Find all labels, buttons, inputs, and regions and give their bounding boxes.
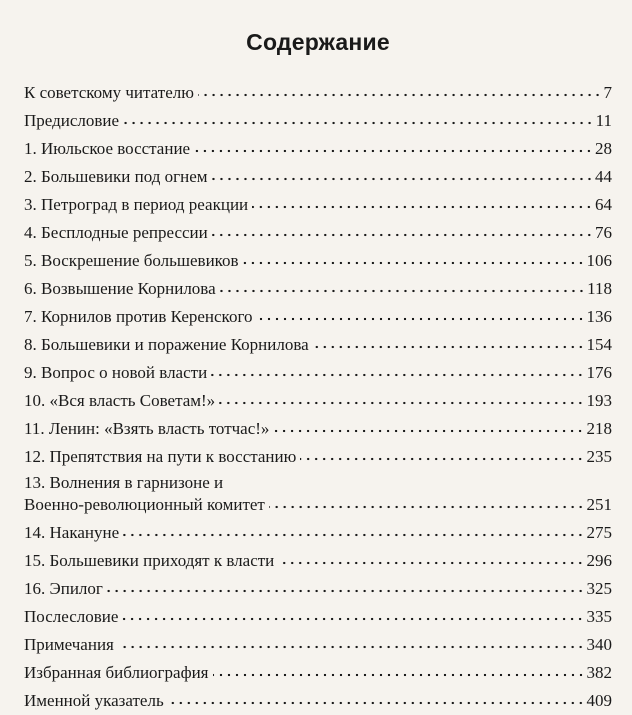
toc-page-number: 296 — [586, 551, 612, 571]
toc-entry — [24, 550, 612, 572]
toc-page-number: 382 — [586, 663, 612, 683]
toc-page-number: 409 — [586, 691, 612, 711]
toc-page-number: 44 — [595, 167, 612, 187]
toc-entry-title — [24, 390, 215, 412]
dot-leader — [252, 202, 593, 212]
toc-entry-title-line: 4. Бесплодные репрессии — [24, 223, 208, 243]
toc-page-number: 106 — [586, 251, 612, 271]
toc-entry — [24, 662, 612, 684]
toc-entry-title-line: 14. Накануне — [24, 523, 120, 543]
dot-leader — [122, 614, 584, 624]
toc-page-number: 136 — [586, 307, 612, 327]
toc-entry-title — [24, 522, 119, 544]
toc-entry — [24, 194, 612, 216]
toc-entry-title-line: 1. Июльское восстание — [24, 139, 191, 159]
toc-entry-title — [24, 222, 208, 244]
toc-entry-title-line: 9. Вопрос о новой власти — [24, 363, 208, 383]
toc-entry — [24, 110, 612, 132]
toc-entry — [24, 82, 612, 104]
toc-entry — [24, 278, 612, 300]
toc-page-number: 275 — [586, 523, 612, 543]
book-page — [0, 15, 632, 715]
toc-entry-title-line: Именной указатель — [24, 691, 164, 711]
toc-entry-title-line: Военно-революционный комитет — [24, 495, 265, 515]
toc-entry — [24, 634, 612, 656]
toc-page-number: 7 — [603, 83, 612, 103]
toc-entry-title-line: Примечания — [24, 635, 114, 655]
toc-entry-title — [24, 446, 296, 468]
toc-entry-title-line: 2. Большевики под огнем — [24, 167, 208, 187]
toc-entry — [24, 472, 612, 516]
toc-entry — [24, 306, 612, 328]
toc-entry — [24, 418, 612, 440]
toc-entry-title-line: 16. Эпилог — [24, 579, 103, 599]
toc-entry-title — [24, 606, 118, 628]
dot-leader — [269, 502, 585, 512]
toc-entry — [24, 138, 612, 160]
toc-entry — [24, 250, 612, 272]
toc-page-number: 11 — [595, 111, 612, 131]
toc-page-number: 76 — [595, 223, 612, 243]
dot-leader — [211, 370, 584, 380]
toc-entry-title-line: 12. Препятствия на пути к восстанию — [24, 447, 297, 467]
dot-leader — [123, 118, 594, 128]
toc-entry-title-line: К советскому читателю — [24, 83, 194, 103]
toc-entry — [24, 222, 612, 244]
dot-leader — [118, 642, 585, 652]
dot-leader — [257, 314, 585, 324]
toc-page-number: 251 — [586, 495, 612, 515]
toc-entry — [24, 690, 612, 712]
toc-entry — [24, 446, 612, 468]
toc-entry-title — [24, 138, 190, 160]
toc-entry-title-line: 3. Петроград в период реакции — [24, 195, 249, 215]
toc-entry-title-line: Избранная библиография — [24, 663, 209, 683]
toc-entry-title — [24, 362, 207, 384]
dot-leader — [273, 426, 584, 436]
toc-entry-title — [24, 334, 309, 356]
toc-entry-title-line: 5. Воскрешение большевиков — [24, 251, 239, 271]
dot-leader — [243, 258, 585, 268]
toc-page-number: 335 — [586, 607, 612, 627]
toc-entry — [24, 578, 612, 600]
toc-entry-title-line: 11. Ленин: «Взять власть тотчас!» — [24, 419, 270, 439]
dot-leader — [220, 286, 585, 296]
toc-entry — [24, 166, 612, 188]
toc-entry — [24, 390, 612, 412]
dot-leader — [219, 398, 584, 408]
toc-entry-title — [24, 82, 194, 104]
toc-entry-title-line: Предисловие — [24, 111, 120, 131]
toc-page-number: 340 — [586, 635, 612, 655]
toc-page-number: 193 — [586, 391, 612, 411]
dot-leader — [123, 530, 584, 540]
toc-entry-title — [24, 578, 103, 600]
dot-leader — [107, 586, 585, 596]
page-title: Содержание — [246, 29, 390, 56]
toc-entry-title — [24, 634, 114, 656]
toc-entry-title — [24, 690, 164, 712]
dot-leader — [198, 90, 602, 100]
toc-entry — [24, 522, 612, 544]
toc-page-number: 235 — [586, 447, 612, 467]
toc-entry — [24, 362, 612, 384]
toc-entry-title-line: 15. Большевики приходят к власти — [24, 551, 275, 571]
toc-entry-title — [24, 472, 265, 516]
toc-entry-title-line: 13. Волнения в гарнизоне и — [24, 473, 224, 493]
toc-entry-title — [24, 194, 248, 216]
toc-entry-title-line: 8. Большевики и поражение Корнилова — [24, 335, 309, 355]
toc-entry-title — [24, 278, 216, 300]
dot-leader — [212, 174, 593, 184]
toc-page-number: 64 — [595, 195, 612, 215]
toc-entry-title-line: Послесловие — [24, 607, 119, 627]
toc-entry — [24, 334, 612, 356]
toc-page-number: 118 — [587, 279, 612, 299]
dot-leader — [212, 230, 593, 240]
toc-page-number: 28 — [595, 139, 612, 159]
dot-leader — [313, 342, 585, 352]
toc-entry-title — [24, 250, 239, 272]
toc-page-number: 154 — [586, 335, 612, 355]
dot-leader — [213, 670, 585, 680]
toc-entry-title — [24, 166, 208, 188]
toc-page-number: 325 — [586, 579, 612, 599]
toc-entry — [24, 606, 612, 628]
toc-page-number: 218 — [586, 419, 612, 439]
toc-entry-title — [24, 662, 209, 684]
dot-leader — [300, 454, 584, 464]
toc-entry-title-line: 7. Корнилов против Керенского — [24, 307, 253, 327]
toc-entry-title-line: 6. Возвышение Корнилова — [24, 279, 216, 299]
dot-leader — [278, 558, 584, 568]
toc-entry-title — [24, 550, 274, 572]
toc-page-number: 176 — [586, 363, 612, 383]
toc-entry-title — [24, 306, 253, 328]
toc-entry-title — [24, 418, 269, 440]
dot-leader — [194, 146, 593, 156]
toc-entry-title-line: 10. «Вся власть Советам!» — [24, 391, 216, 411]
toc-entry-title — [24, 110, 119, 132]
table-of-contents — [24, 82, 612, 712]
